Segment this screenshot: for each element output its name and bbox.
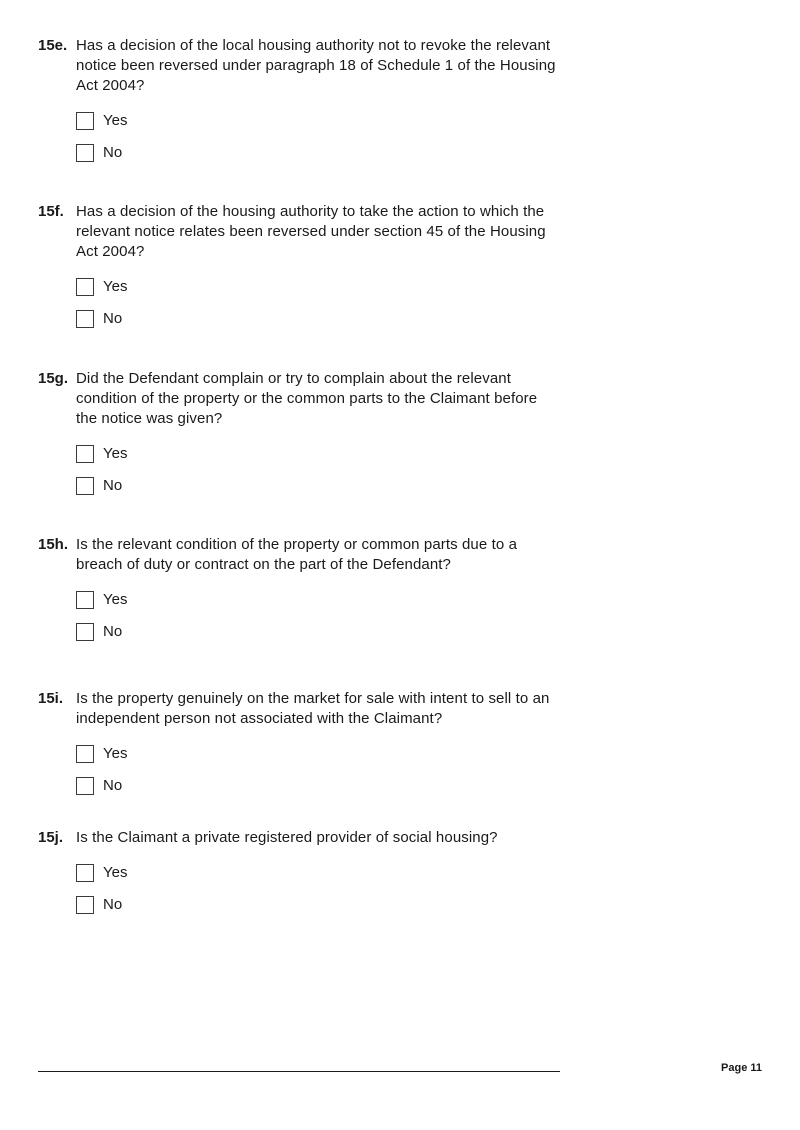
checkbox-no[interactable] (76, 777, 94, 795)
question-15e (38, 36, 578, 164)
option-label: Yes (103, 112, 128, 129)
option-label: Yes (103, 745, 128, 762)
question-text: Is the relevant condition of the property or common parts due to a breach of duty or contract on the part of the Defendant? (76, 536, 518, 573)
option-label: No (103, 623, 123, 640)
option-yes[interactable] (76, 443, 578, 465)
checkbox-no[interactable] (76, 623, 94, 641)
question-number: 15h. (38, 536, 69, 553)
option-yes[interactable] (76, 743, 578, 765)
question-15g (38, 369, 578, 497)
question-text: Has a decision of the housing authority to take the action to which the relevant notice relates been reversed under section 45 of the Housing Act 2004? (76, 203, 546, 260)
option-no[interactable] (76, 475, 578, 497)
option-label: No (103, 144, 123, 161)
question-number: 15i. (38, 690, 64, 707)
question-number: 15j. (38, 829, 64, 846)
question-15f (38, 202, 578, 330)
question-15i (38, 689, 578, 797)
checkbox-yes[interactable] (76, 278, 94, 296)
checkbox-yes[interactable] (76, 591, 94, 609)
question-number: 15e. (38, 37, 68, 54)
footer-divider (38, 1071, 560, 1072)
option-yes[interactable] (76, 110, 578, 132)
checkbox-yes[interactable] (76, 112, 94, 130)
option-label: No (103, 896, 123, 913)
option-label: No (103, 477, 123, 494)
option-yes[interactable] (76, 276, 578, 298)
question-number: 15f. (38, 203, 64, 220)
checkbox-yes[interactable] (76, 864, 94, 882)
option-label: Yes (103, 278, 128, 295)
question-text: Is the property genuinely on the market for sale with intent to sell to an independent person not associated with the Claimant? (76, 690, 550, 727)
option-no[interactable] (76, 621, 578, 643)
checkbox-no[interactable] (76, 896, 94, 914)
option-label: No (103, 310, 123, 327)
option-no[interactable] (76, 894, 578, 916)
checkbox-yes[interactable] (76, 445, 94, 463)
question-number: 15g. (38, 370, 69, 387)
question-15j (38, 828, 578, 916)
option-label: Yes (103, 445, 128, 462)
checkbox-no[interactable] (76, 144, 94, 162)
option-no[interactable] (76, 142, 578, 164)
checkbox-yes[interactable] (76, 745, 94, 763)
checkbox-no[interactable] (76, 477, 94, 495)
question-text: Did the Defendant complain or try to complain about the relevant condition of the property or the common parts to the Claimant before the notice was given? (76, 370, 538, 427)
option-yes[interactable] (76, 589, 578, 611)
option-label: No (103, 777, 123, 794)
option-no[interactable] (76, 775, 578, 797)
option-no[interactable] (76, 308, 578, 330)
option-label: Yes (103, 591, 128, 608)
option-yes[interactable] (76, 862, 578, 884)
question-text: Is the Claimant a private registered provider of social housing? (76, 829, 498, 846)
question-text: Has a decision of the local housing authority not to revoke the relevant notice been reversed under paragraph 18 of Schedule 1 of the Housing Act 2004? (76, 37, 556, 94)
option-label: Yes (103, 864, 128, 881)
page-number: Page 11 (721, 1062, 762, 1074)
question-15h (38, 535, 578, 643)
checkbox-no[interactable] (76, 310, 94, 328)
